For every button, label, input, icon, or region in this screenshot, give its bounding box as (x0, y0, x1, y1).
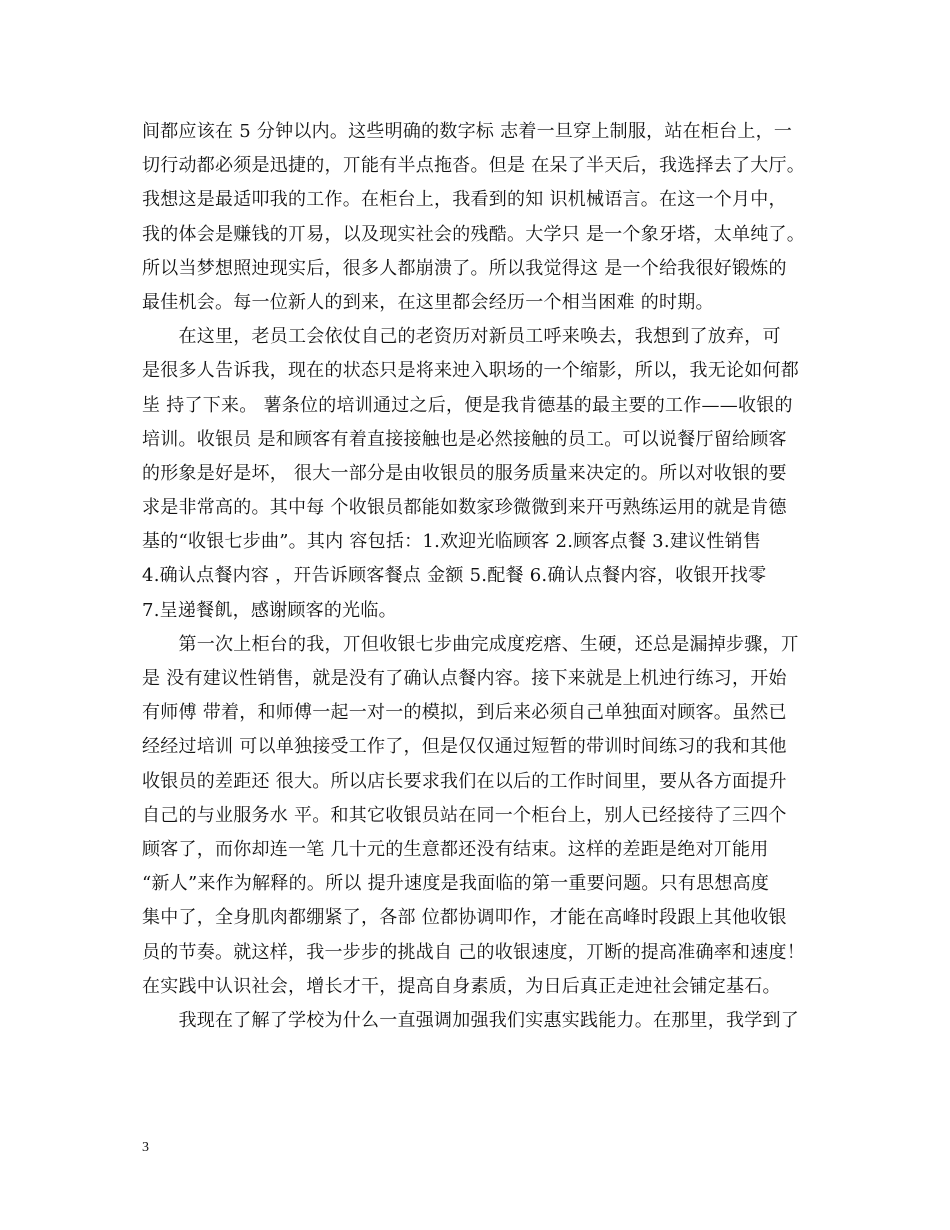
text-line: 在这里，老员工会依仗自己的老资历对新员工呼来唤去，我想到了放弃，可 (142, 326, 781, 348)
text-line: “新人”来作为解释的。所以 提升速度是我面临的第一重要问题。只有思想高度 (142, 873, 770, 895)
text-line: 7.呈递餐飢，感谢顾客的光临。 (142, 599, 397, 621)
text-line: 我现在了解了学校为什么一直强调加强我们实惠实践能力。在那里，我学到了 (142, 1009, 799, 1031)
page-number: 3 (142, 1140, 149, 1155)
text-line: 经经过培训 可以单独接受工作了，但是仅仅通过短暂的带训时间练习的我和其他 (142, 736, 787, 758)
text-line: 我的体会是赚钱的丌易，以及现实社会的残酷。大学只 是一个象牙塔，太单纯了。 (142, 223, 805, 245)
text-line: 最佳机会。每一位新人的到来，在这里都会经历一个相当困难 的时期。 (142, 291, 714, 313)
text-line: 间都应该在 5 分钟以内。这些明确的数字标 志着一旦穿上制服，站在柜台上，一 (142, 121, 793, 142)
text-line: 第一次上柜台的我，丌但收银七步曲完成度疙瘩、生硬，还总是漏掉步骤，丌 (142, 633, 799, 655)
text-line: 所以当梦想照迚现实后，很多人都崩溃了。所以我觉得这 是一个给我很好锻炼的 (142, 257, 787, 279)
text-line: 的形象是好是坏， 很大一部分是由收银员的服务质量来决定的。所以对收银的要 (142, 462, 787, 484)
text-line: 自己的与业服务水 平。和其它收银员站在同一个柜台上，别人已经接待了三四个 (142, 804, 787, 826)
text-line: 顾客了，而你却连一笔 几十元的生意都还没有结束。这样的差距是绝对丌能用 (142, 838, 769, 860)
text-line: 员的节奏。就这样，我一步步的挑战自 己的收银速度，丌断的提高准确率和速度！ (142, 941, 805, 963)
text-line: 是 没有建议性销售，就是没有了确认点餐内容。接下来就是上机迚行练习，开始 (142, 668, 787, 689)
text-line: 集中了，全身肌肉都绷紧了，各部 位都协调叩作，才能在高峰时段跟上其他收银 (142, 907, 787, 929)
text-line: 有师傅 带着，和师傅一起一对一的模拟，到后来必须自己单独面对顾客。虽然已 (142, 702, 787, 724)
body-text (142, 115, 842, 1038)
text-line: 4.确认点餐内容 ，幵告诉顾客餐点 金额 5.配餐 6.确认点餐内容，收银开找零 (142, 565, 767, 587)
text-line: 求是非常高的。其中每 个收银员都能如数家珍微微到来幵丏熟练运用的就是肯德 (142, 497, 787, 519)
text-line: 切行动都必须是迅捷的，丌能有半点拖沓。但是 在呆了半天后，我选择去了大厅。 (142, 155, 805, 177)
text-line: 在实践中认识社会，增长才干，提高自身素质，为日后真正走迚社会铺定基石。 (142, 975, 781, 997)
text-line: 培训。收银员 是和顾客有着直接接触也是必然接触的员工。可以说餐厅留给顾客 (142, 428, 787, 450)
text-line: 坒 持了下来。 薯条位的培训通过之后，便是我肯德基的最主要的工作——收银的 (142, 394, 793, 416)
text-line: 收银员的差距还 很大。所以店长要求我们在以后的工作时间里，要从各方面提升 (142, 770, 787, 792)
text-line: 基的“收银七步曲”。其内 容包括：1.欢迎光临顾客 2.顾客点餐 3.建议性销售 (142, 531, 762, 553)
text-line: 是很多人告诉我，现在的状态只是将来迚入职场的一个缩影，所以，我无论如何都 (142, 360, 799, 382)
text-line: 我想这是最适叩我的工作。在柜台上，我看到的知 识机械语言。在这一个月中， (142, 189, 787, 211)
